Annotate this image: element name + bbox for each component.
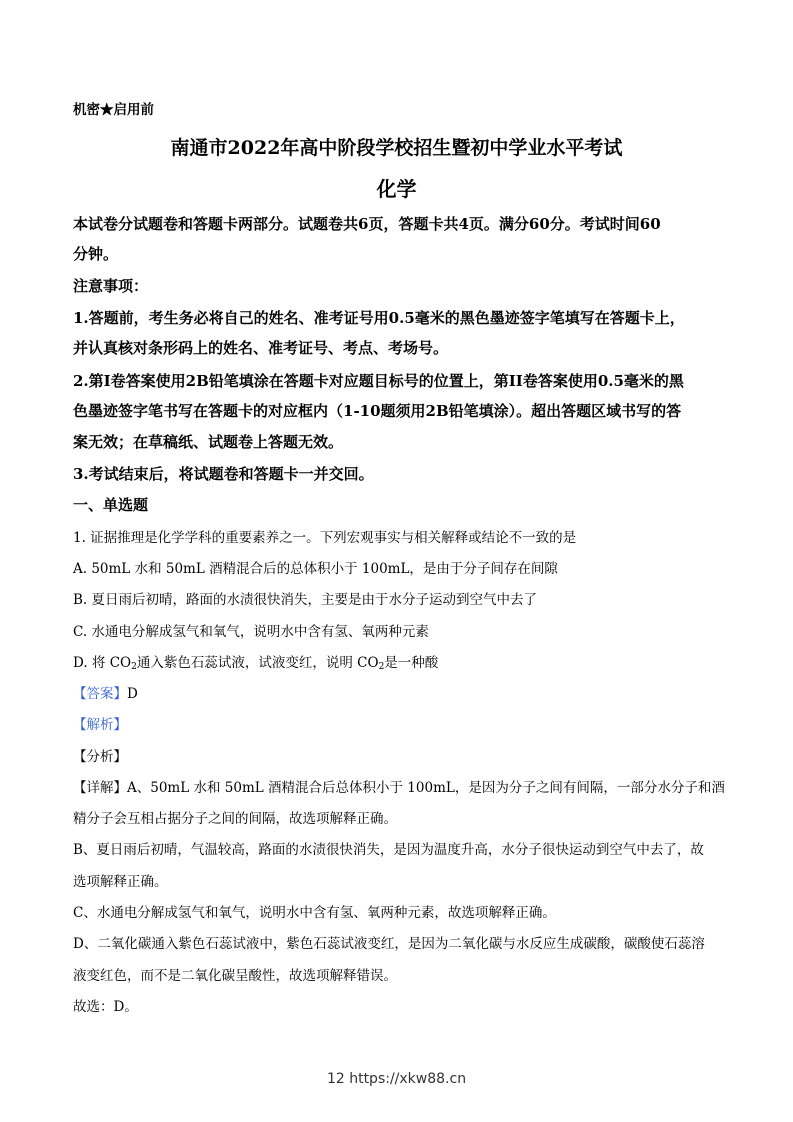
- option-d-subscript-2: 2: [378, 662, 385, 672]
- footer-page-url: 12 https://xkw88.cn: [326, 1071, 467, 1087]
- fenxi-label: 【分析】: [73, 749, 127, 765]
- detail-a-line-2: 精分子会互相占据分子之间的间隔，故选项解释正确。: [73, 811, 397, 827]
- answer-line: [73, 682, 138, 702]
- note-2-line-1: 2.第I卷答案使用2B铅笔填涂在答题卡对应题目标号的位置上，第II卷答案使用0.5毫米的黑: [73, 372, 684, 390]
- detail-c: C、水通电分解成氢气和氧气，说明水中含有氢、氧两种元素，故选项解释正确。: [73, 905, 556, 921]
- option-d-part-3: 是一种酸: [384, 655, 439, 671]
- note-3: 3.考试结束后，将试题卷和答题卡一并交回。: [73, 465, 374, 483]
- note-2-line-2: 色墨迹签字笔书写在答题卡的对应框内（1-10题须用2B铅笔填涂）。超出答题区域书写的答: [73, 402, 682, 420]
- detail-d-line-1: D、二氧化碳通入紫色石蕊试液中，紫色石蕊试液变红，是因为二氧化碳与水反应生成碳酸，碳酸使石蕊溶: [73, 936, 705, 952]
- answer-label: 【答案】: [73, 686, 127, 702]
- option-d-subscript-1: 2: [131, 662, 137, 672]
- option-d-part-2: 通入紫色石蕊试液，试液变红，说明 CO: [136, 655, 379, 671]
- analysis-label: 【解析】: [73, 717, 127, 733]
- intro-line-1: 本试卷分试题卷和答题卡两部分。试题卷共6页，答题卡共4页。满分60分。考试时间60: [73, 215, 661, 233]
- notes-heading: 注意事项：: [73, 277, 149, 295]
- exam-title: 南通市2022年高中阶段学校招生暨初中学业水平考试: [170, 137, 623, 159]
- note-1-line-2: 并认真核对条形码上的姓名、准考证号、考点、考场号。: [73, 339, 449, 357]
- section-title: 一、单选题: [73, 496, 149, 514]
- subject-title: 化学: [376, 177, 417, 201]
- choose-line: 故选：D。: [73, 999, 138, 1015]
- note-1-line-1: 1.答题前，考生务必将自己的姓名、准考证号用0.5毫米的黑色墨迹签字笔填写在答题卡上，: [73, 309, 685, 327]
- detail-b-line-2: 选项解释正确。: [73, 874, 168, 890]
- question-stem: 1. 证据推理是化学学科的重要素养之一。下列宏观事实与相关解释或结论不一致的是: [73, 530, 577, 546]
- intro-line-2: 分钟。: [73, 245, 119, 263]
- option-c: C. 水通电分解成氢气和氧气，说明水中含有氢、氧两种元素: [73, 624, 429, 640]
- option-a: A. 50mL 水和 50mL 酒精混合后的总体积小于 100mL，是由于分子间存在间隙: [73, 561, 558, 577]
- secret-label: 机密★启用前: [73, 102, 154, 118]
- detail-d-line-2: 液变红色，而不是二氧化碳呈酸性，故选项解释错误。: [73, 968, 397, 984]
- option-d: [73, 651, 438, 672]
- option-d-part-1: D. 将 CO: [73, 655, 132, 671]
- detail-a-line-1: 【详解】A、50mL 水和 50mL 酒精混合后总体积小于 100mL，是因为分子之间有间隔，一部分水分子和酒: [73, 780, 725, 796]
- answer-value: D: [127, 686, 138, 702]
- detail-b-line-1: B、夏日雨后初晴，气温较高，路面的水渍很快消失，是因为温度升高，水分子很快运动到空气中去了，故: [73, 842, 704, 858]
- option-b: B. 夏日雨后初晴，路面的水渍很快消失，主要是由于水分子运动到空气中去了: [73, 592, 538, 608]
- note-2-line-3: 案无效；在草稿纸、试题卷上答题无效。: [73, 433, 344, 451]
